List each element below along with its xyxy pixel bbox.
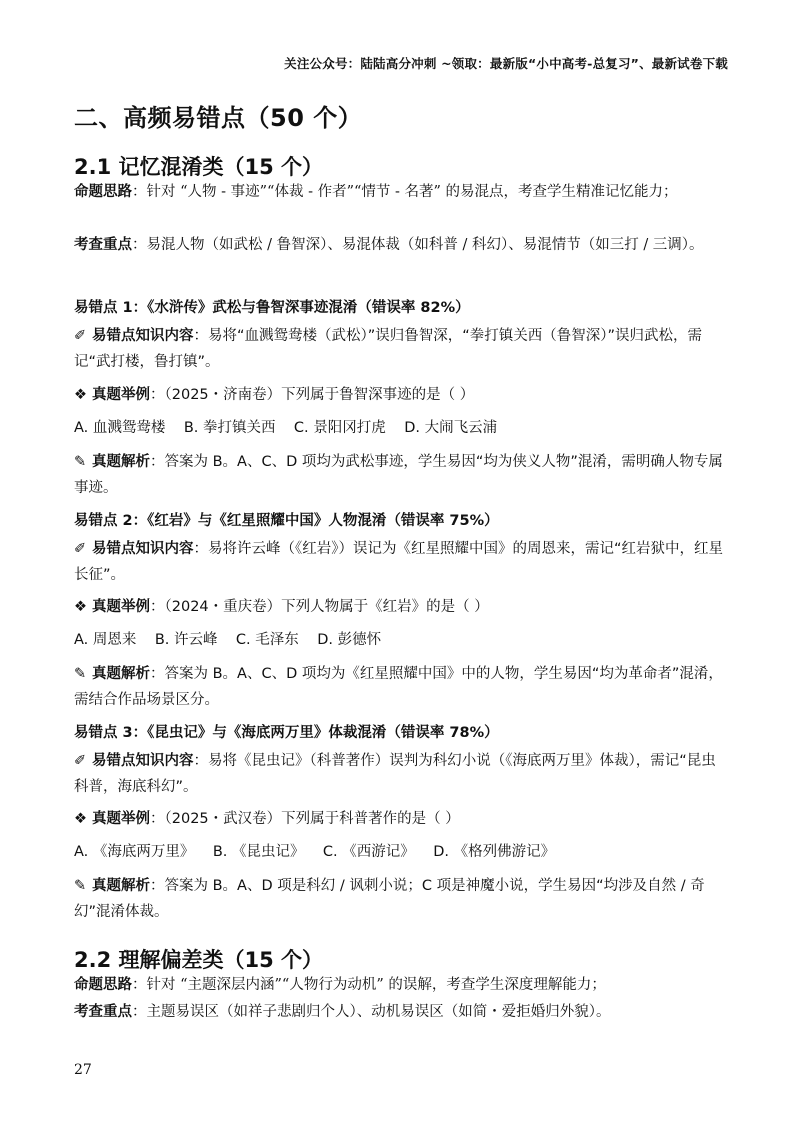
exam-example <box>74 594 728 620</box>
example-text: ：（2024・重庆卷）下列人物属于《红岩》的是（ ） <box>150 599 489 615</box>
knowledge-label: 易错点知识内容 <box>92 541 194 557</box>
knowledge-label: 易错点知识内容 <box>92 753 194 769</box>
exam-focus <box>74 233 728 258</box>
proposition-idea <box>74 180 728 205</box>
pen-icon: ✎ <box>74 666 87 682</box>
focus-label: 考查重点 <box>74 1004 132 1020</box>
exam-analysis <box>74 449 728 501</box>
pencil-icon: ✐ <box>74 328 87 344</box>
answer-options: A. 周恩来 B. 许云峰 C. 毛泽东 D. 彭德怀 <box>74 632 382 648</box>
idea-text: ：针对 “主题深层内涵”“人物行为动机” 的误解，考查学生深度理解能力； <box>132 977 606 993</box>
analysis-label: 真题解析 <box>92 878 150 894</box>
analysis-text: ：答案为 B。A、D 项是科幻 / 讽刺小说；C 项是神魔小说，学生易因“均涉及自然 / 奇幻”混淆体裁。 <box>74 878 705 920</box>
knowledge-text: ：易将《昆虫记》（科普著作）误判为科幻小说（《海底两万里》体裁），需记“昆虫科普，海底科幻”。 <box>74 753 716 795</box>
diamond-icon: ❖ <box>74 599 87 615</box>
answer-options: A. 《海底两万里》 B. 《昆虫记》 C. 《西游记》 D. 《格列佛游记》 <box>74 844 556 860</box>
subsection-heading: 2.1 记忆混淆类（15 个） <box>74 155 324 179</box>
example-label: 真题举例 <box>92 599 150 615</box>
focus-text: ：主题易误区（如祥子悲剧归个人）、动机易误区（如简・爱拒婚归外貌）。 <box>132 1004 611 1020</box>
knowledge-content <box>74 323 728 375</box>
exam-focus <box>74 1000 728 1025</box>
focus-label: 考查重点 <box>74 237 132 253</box>
knowledge-content <box>74 536 728 588</box>
pencil-icon: ✐ <box>74 753 87 769</box>
pen-icon: ✎ <box>74 878 87 894</box>
diamond-icon: ❖ <box>74 387 87 403</box>
page-header: 关注公众号：陆陆高分冲刺 ~领取：最新版“小中高考-总复习”、最新试卷下载 <box>284 56 728 71</box>
example-label: 真题举例 <box>92 811 150 827</box>
idea-label: 命题思路 <box>74 977 132 993</box>
knowledge-text: ：易将“血溅鸳鸯楼（武松）”误归鲁智深，“拳打镇关西（鲁智深）”误归武松，需记“武打楼，鲁打镇”。 <box>74 328 703 370</box>
analysis-text: ：答案为 B。A、C、D 项均为《红星照耀中国》中的人物，学生易因“均为革命者”混淆，需结合作品场景区分。 <box>74 666 723 708</box>
idea-text: ：针对 “人物 - 事迹”“体裁 - 作者”“情节 - 名著” 的易混点，考查学生精准记忆能力； <box>132 184 678 200</box>
knowledge-text: ：易将许云峰（《红岩》）误记为《红星照耀中国》的周恩来，需记“红岩狱中，红星长征”。 <box>74 541 724 583</box>
error-point-title: 易错点 1：《水浒传》武松与鲁智深事迹混淆（错误率 82%） <box>74 300 470 316</box>
knowledge-content <box>74 748 728 800</box>
example-text: ：（2025・武汉卷）下列属于科普著作的是（ ） <box>150 811 460 827</box>
exam-analysis <box>74 661 728 713</box>
proposition-idea <box>74 973 728 998</box>
page-number: 27 <box>74 1062 92 1078</box>
knowledge-label: 易错点知识内容 <box>92 328 194 344</box>
error-point-title: 易错点 3：《昆虫记》与《海底两万里》体裁混淆（错误率 78%） <box>74 725 499 741</box>
error-point-title: 易错点 2：《红岩》与《红星照耀中国》人物混淆（错误率 75%） <box>74 513 499 529</box>
section-title: 二、高频易错点（50 个） <box>74 104 363 132</box>
analysis-text: ：答案为 B。A、C、D 项均为武松事迹，学生易因“均为侠义人物”混淆，需明确人物专属事迹。 <box>74 454 723 496</box>
idea-label: 命题思路 <box>74 184 132 200</box>
subsection-heading: 2.2 理解偏差类（15 个） <box>74 948 324 972</box>
analysis-label: 真题解析 <box>92 666 150 682</box>
focus-text: ：易混人物（如武松 / 鲁智深）、易混体裁（如科普 / 科幻）、易混情节（如三打 / 三调）。 <box>132 237 704 253</box>
exam-analysis <box>74 873 728 925</box>
pen-icon: ✎ <box>74 454 87 470</box>
exam-example <box>74 806 728 832</box>
example-text: ：（2025・济南卷）下列属于鲁智深事迹的是（ ） <box>150 387 475 403</box>
exam-example <box>74 382 728 408</box>
analysis-label: 真题解析 <box>92 454 150 470</box>
example-label: 真题举例 <box>92 387 150 403</box>
diamond-icon: ❖ <box>74 811 87 827</box>
answer-options: A. 血溅鸳鸯楼 B. 拳打镇关西 C. 景阳冈打虎 D. 大闹飞云浦 <box>74 420 498 436</box>
pencil-icon: ✐ <box>74 541 87 557</box>
